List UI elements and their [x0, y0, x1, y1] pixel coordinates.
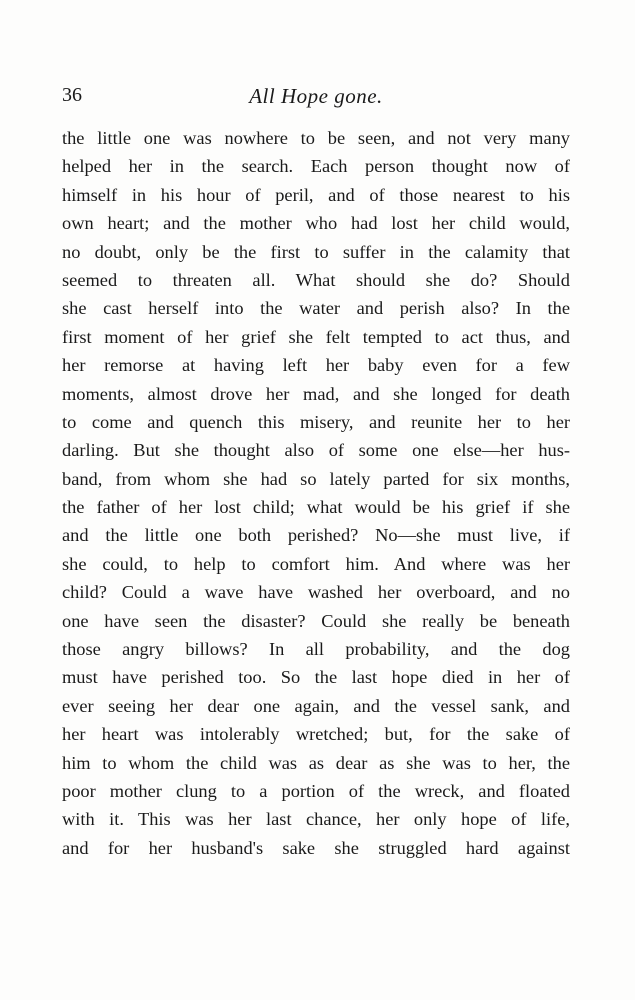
text-line: ever seeing her dear one again, and the vessel sank, and — [62, 695, 570, 716]
text-line: poor mother clung to a portion of the wreck, and floated — [62, 780, 570, 801]
text-line: her remorse at having left her baby even for a few — [62, 355, 570, 376]
page-header — [62, 84, 570, 114]
body-text — [62, 124, 570, 862]
text-line: she could, to help to comfort him. And where was her — [62, 553, 570, 574]
text-line: and the little one both perished? No—she must live, if — [62, 525, 570, 546]
text-line: first moment of her grief she felt tempted to act thus, and — [62, 326, 570, 347]
text-line: him to whom the child was as dear as she was to her, the — [62, 752, 570, 773]
running-title: All Hope gone. — [249, 84, 383, 108]
page-number: 36 — [62, 84, 82, 106]
text-line: the little one was nowhere to be seen, and not very many — [62, 128, 570, 148]
text-line: darling. But she thought also of some one else—her hus- — [62, 440, 570, 461]
text-line: those angry billows? In all probability, and the dog — [62, 639, 570, 660]
text-line: the father of her lost child; what would be his grief if she — [62, 497, 570, 518]
text-line: moments, almost drove her mad, and she longed for death — [62, 383, 570, 404]
text-line: one have seen the disaster? Could she really be beneath — [62, 610, 570, 631]
text-line: no doubt, only be the first to suffer in the calamity that — [62, 241, 570, 262]
text-line: own heart; and the mother who had lost her child would, — [62, 213, 570, 234]
text-line: band, from whom she had so lately parted for six months, — [62, 468, 570, 489]
text-line: must have perished too. So the last hope died in her of — [62, 667, 570, 688]
text-line: child? Could a wave have washed her overboard, and no — [62, 582, 570, 603]
text-line: himself in his hour of peril, and of those nearest to his — [62, 184, 570, 205]
text-line: and for her husband's sake she struggled hard against — [62, 837, 570, 858]
text-line: with it. This was her last chance, her only hope of life, — [62, 809, 570, 830]
text-line: helped her in the search. Each person thought now of — [62, 156, 570, 177]
text-line: to come and quench this misery, and reunite her to her — [62, 411, 570, 432]
text-line: seemed to threaten all. What should she do? Should — [62, 269, 570, 290]
text-line: she cast herself into the water and perish also? In the — [62, 298, 570, 319]
text-line: her heart was intolerably wretched; but, for the sake of — [62, 724, 570, 745]
